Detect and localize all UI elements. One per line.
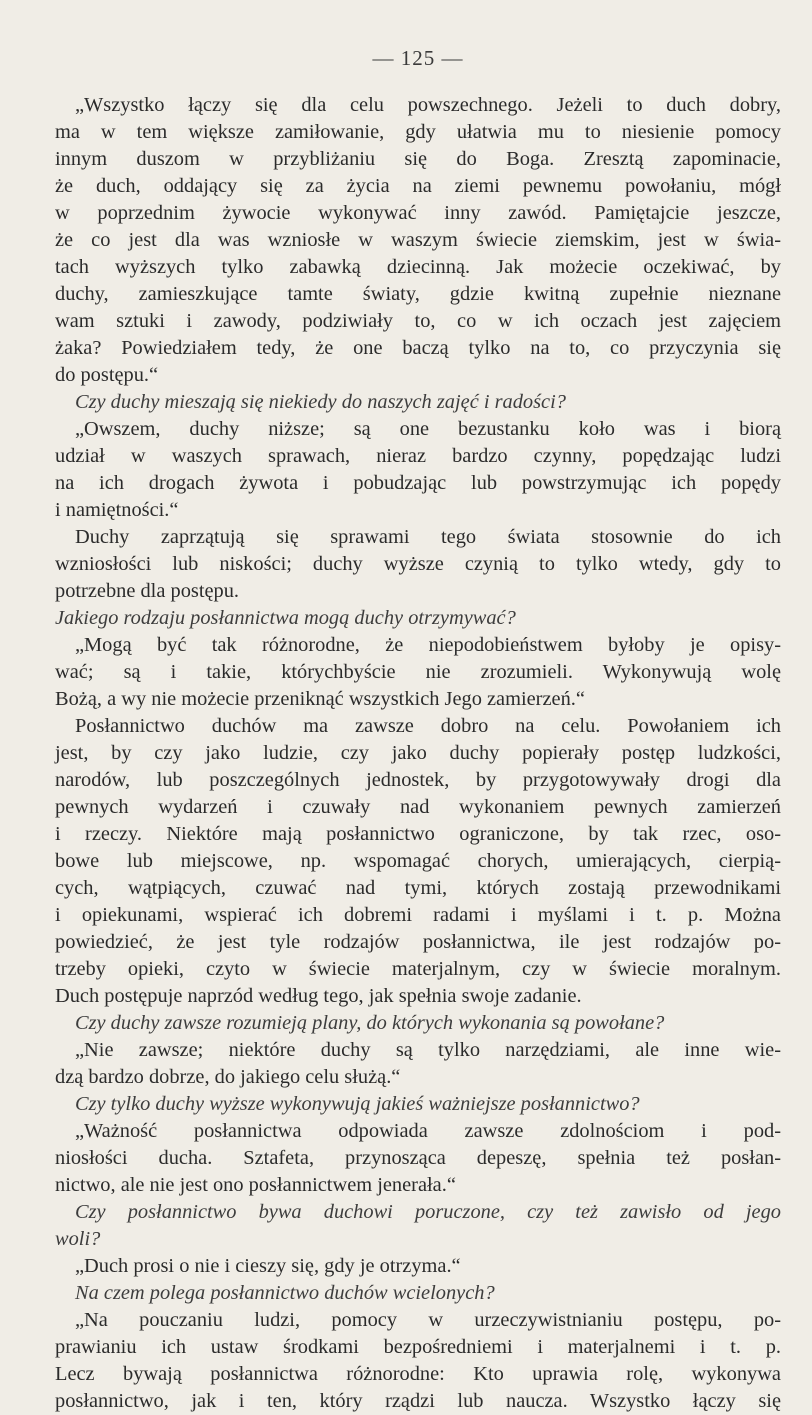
text-line: prawianiu ich ustaw środkami bezpośredniemi i materjalnemi i t. p. <box>55 1336 781 1358</box>
book-page <box>55 38 781 1415</box>
text-line: dzą bardzo dobrze, do jakiego celu służą.“ <box>55 1066 401 1088</box>
text-line: „Nie zawsze; niektóre duchy są tylko narzędziami, ale inne wie- <box>75 1039 781 1061</box>
text-line: Lecz bywają posłannictwa różnorodne: Kto uprawia rolę, wykonywa <box>55 1363 781 1385</box>
question-line: woli? <box>55 1228 101 1250</box>
text-line: w poprzednim żywocie wykonywać inny zawód. Pamiętajcie jeszcze, <box>55 202 781 224</box>
text-line: potrzebne dla postępu. <box>55 580 240 602</box>
text-line: i rzeczy. Niektóre mają posłannictwo ograniczone, by tak rzec, oso- <box>55 823 781 845</box>
text-line: że duch, oddający się za życia na ziemi pewnemu powołaniu, mógł <box>55 175 781 197</box>
text-line: wzniosłości lub niskości; duchy wyższe czynią to tylko wtedy, gdy to <box>55 553 781 575</box>
text-line: „Owszem, duchy niższe; są one bezustanku koło was i biorą <box>75 418 781 440</box>
text-line: na ich drogach żywota i pobudzając lub powstrzymując ich popędy <box>55 472 781 494</box>
text-line: i namiętności.“ <box>55 499 179 521</box>
text-line: bowe lub miejscowe, np. wspomagać chorych, umierających, cierpią- <box>55 850 781 872</box>
text-line: „Wszystko łączy się dla celu powszechnego. Jeżeli to duch dobry, <box>75 94 781 116</box>
text-line: i opiekunami, wspierać ich dobremi radami i myślami i t. p. Można <box>55 904 781 926</box>
text-line: niosłości ducha. Sztafeta, przynosząca depeszę, spełnia też posłan- <box>55 1147 781 1169</box>
text-line: wam sztuki i zawody, podziwiały to, co w ich oczach jest zajęciem <box>55 310 781 332</box>
text-line: „Mogą być tak różnorodne, że niepodobieństwem byłoby je opisy- <box>75 634 781 656</box>
text-line: Posłannictwo duchów ma zawsze dobro na celu. Powołaniem ich <box>75 715 781 737</box>
text-line: „Ważność posłannictwa odpowiada zawsze zdolnościom i pod- <box>75 1120 781 1142</box>
page-text <box>55 92 781 1415</box>
question-line: Czy tylko duchy wyższe wykonywują jakieś ważniejsze posłannictwo? <box>75 1093 640 1115</box>
question-line: Czy duchy mieszają się niekiedy do naszych zajęć i radości? <box>75 391 566 413</box>
text-line: nictwo, ale nie jest ono posłannictwem jenerała.“ <box>55 1174 456 1196</box>
text-line: Duch postępuje naprzód według tego, jak spełnia swoje zadanie. <box>55 985 582 1007</box>
text-line: Bożą, a wy nie możecie przeniknąć wszystkich Jego zamierzeń.“ <box>55 688 585 710</box>
question-line: Czy duchy zawsze rozumieją plany, do których wykonania są powołane? <box>75 1012 665 1034</box>
text-line: „Na pouczaniu ludzi, pomocy w urzeczywistnianiu postępu, po- <box>75 1309 781 1331</box>
question-line: Czy posłannictwo bywa duchowi poruczone, czy też zawisło od jego <box>75 1201 781 1223</box>
question-line: Jakiego rodzaju posłannictwa mogą duchy otrzymywać? <box>55 607 516 629</box>
text-line: narodów, lub poszczególnych jednostek, by przygotowywały drogi dla <box>55 769 781 791</box>
text-line: wać; są i takie, którychbyście nie zrozumieli. Wykonywują wolę <box>55 661 781 683</box>
text-line: duchy, zamieszkujące tamte światy, gdzie kwitną zupełnie nieznane <box>55 283 781 305</box>
text-line: powiedzieć, że jest tyle rodzajów posłannictwa, ile jest rodzajów po- <box>55 931 781 953</box>
text-line: udział w waszych sprawach, nieraz bardzo czynny, popędzając ludzi <box>55 445 781 467</box>
text-line: że co jest dla was wzniosłe w waszym świecie ziemskim, jest w świa- <box>55 229 781 251</box>
text-line: do postępu.“ <box>55 364 159 386</box>
text-line: „Duch prosi o nie i cieszy się, gdy je otrzyma.“ <box>75 1255 461 1277</box>
text-line: tach wyższych tylko zabawką dziecinną. Jak możecie oczekiwać, by <box>55 256 781 278</box>
text-line: pewnych wydarzeń i czuwały nad wykonaniem pewnych zamierzeń <box>55 796 781 818</box>
page-number: — 125 — <box>372 46 464 70</box>
text-line: cych, wątpiących, czuwać nad tymi, których zostają przewodnikami <box>55 877 781 899</box>
text-line: ma w tem większe zamiłowanie, gdy ułatwia mu to niesienie pomocy <box>55 121 781 143</box>
text-line: żaka? Powiedziałem tedy, że one baczą tylko na to, co przyczynia się <box>55 337 781 359</box>
text-line: jest, by czy jako ludzie, czy jako duchy popierały postęp ludzkości, <box>55 742 781 764</box>
text-line: posłannictwo, jak i ten, który rządzi lub naucza. Wszystko łączy się <box>55 1390 781 1412</box>
text-line: Duchy zaprzątują się sprawami tego świata stosownie do ich <box>75 526 781 548</box>
text-line: innym duszom w przybliżaniu się do Boga. Zresztą zapominacie, <box>55 148 781 170</box>
question-line: Na czem polega posłannictwo duchów wcielonych? <box>75 1282 495 1304</box>
text-line: trzeby opieki, czyto w świecie materjalnym, czy w świecie moralnym. <box>55 958 781 980</box>
